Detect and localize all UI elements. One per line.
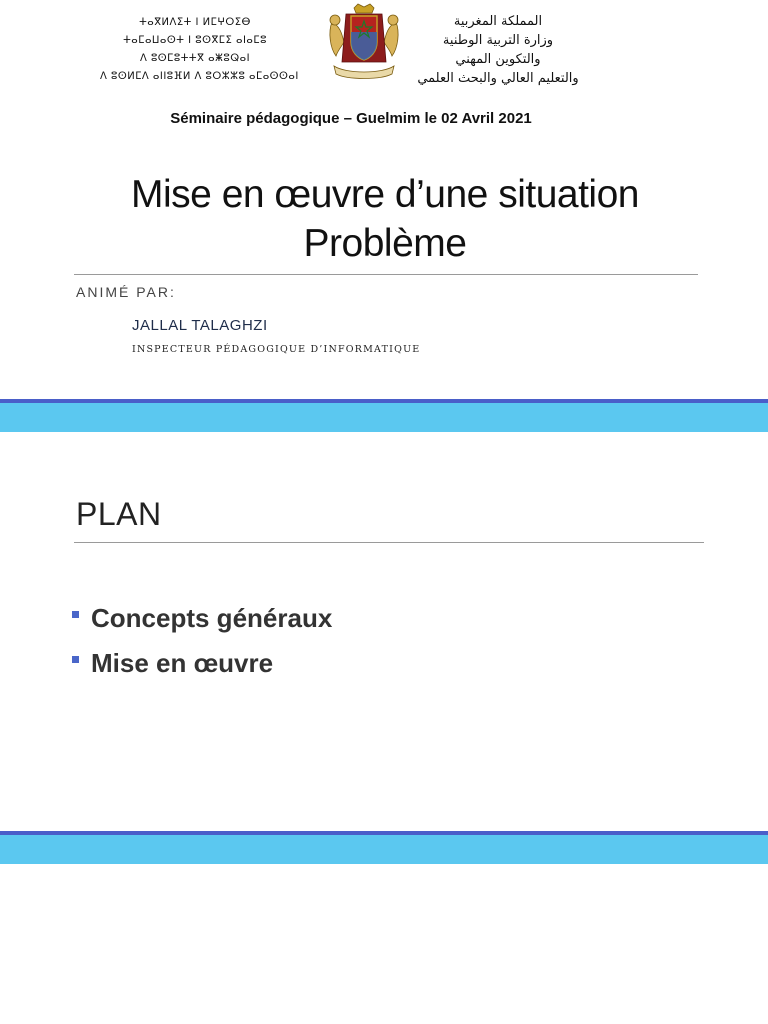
slide-title-heading bbox=[70, 170, 700, 268]
tifinagh-line: ⵜⴰⴳⵍⴷⵉⵜ ⵏ ⵍⵎⵖⵔⵉⴱ bbox=[139, 17, 251, 28]
plan-divider bbox=[74, 542, 704, 543]
list-item-label: Mise en œuvre bbox=[91, 648, 274, 678]
list-item bbox=[72, 596, 332, 641]
author-name: JALLAL TALAGHZI bbox=[132, 317, 268, 334]
list-item-label: Concepts généraux bbox=[91, 603, 333, 633]
title-line-1: Mise en œuvre d’une situation bbox=[131, 173, 639, 216]
list-item bbox=[72, 641, 332, 686]
arabic-line: وزارة التربية الوطنية bbox=[442, 33, 554, 48]
title-divider bbox=[74, 274, 698, 275]
square-bullet-icon bbox=[72, 656, 79, 663]
tifinagh-header bbox=[100, 14, 299, 86]
tifinagh-line: ⴷ ⵓⵙⵍⵎⴷ ⴰⵏⵏⵓⴼⵍ ⴷ ⵓⵔⵣⵣⵓ ⴰⵎⴰⵙⵙⴰⵏ bbox=[100, 71, 299, 82]
arabic-header bbox=[398, 12, 598, 88]
slide-separator-band bbox=[0, 399, 768, 432]
slide-title bbox=[0, 0, 768, 400]
moroccan-coat-of-arms-icon bbox=[326, 2, 402, 82]
arabic-line: والتعليم العالي والبحث العلمي bbox=[417, 71, 579, 86]
presented-by-label: ANIMÉ PAR: bbox=[76, 284, 176, 300]
square-bullet-icon bbox=[72, 611, 79, 618]
tifinagh-line: ⵜⴰⵎⴰⵡⴰⵙⵜ ⵏ ⵓⵙⴳⵎⵉ ⴰⵏⴰⵎⵓ bbox=[123, 35, 267, 46]
slide-separator-band bbox=[0, 831, 768, 864]
title-line-2: Problème bbox=[303, 222, 467, 265]
author-role: INSPECTEUR PÉDAGOGIQUE D’INFORMATIQUE bbox=[132, 344, 421, 355]
arabic-line: المملكة المغربية bbox=[453, 14, 543, 29]
tifinagh-line: ⴷ ⵓⵙⵎⵓⵜⵜⴳ ⴰⵥⵓⵕⴰⵏ bbox=[139, 53, 251, 64]
plan-list bbox=[72, 596, 332, 686]
arabic-line: والتكوين المهني bbox=[455, 52, 541, 67]
plan-heading: PLAN bbox=[76, 496, 162, 532]
seminar-subtitle: Séminaire pédagogique – Guelmim le 02 Avril 2021 bbox=[170, 110, 532, 127]
